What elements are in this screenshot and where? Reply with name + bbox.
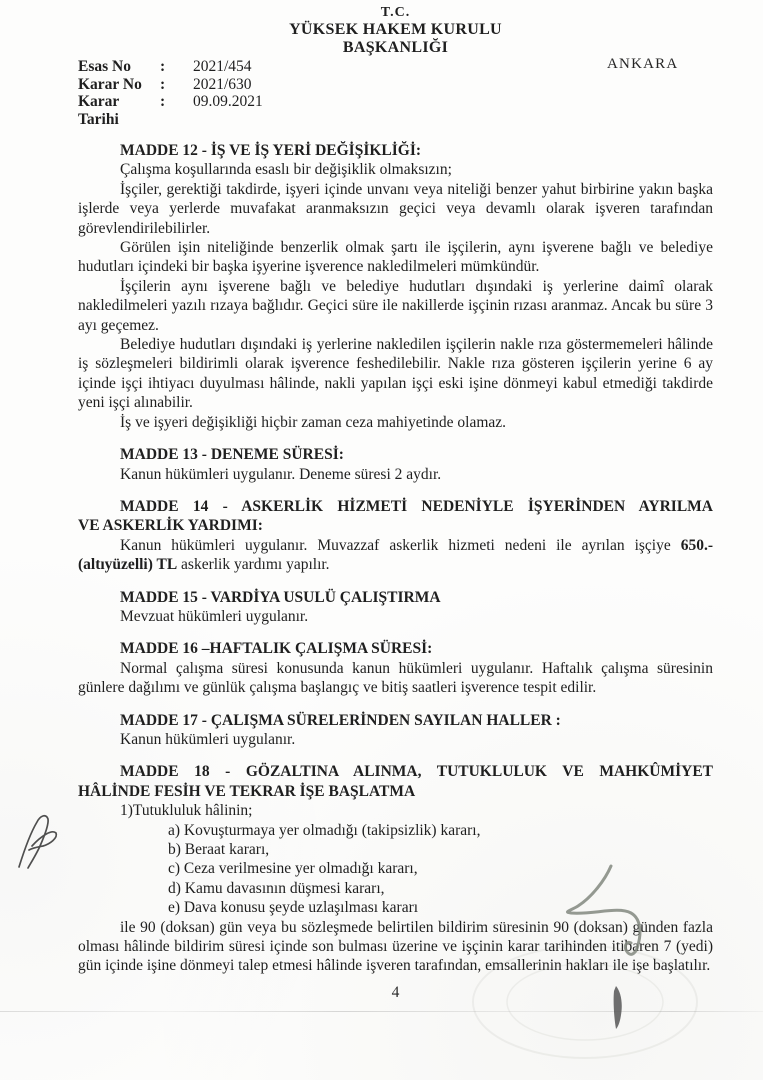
article-title-line: MADDE 18 - GÖZALTINA ALINMA, TUTUKLULUK VE MAHKÛMİYET <box>120 763 713 781</box>
article-paragraph: Normal çalışma süresi konusunda kanun hükümleri uygulanır. Haftalık çalışma süresinin günlere dağılımı ve günlük çalışma başlangıç ve bitiş saatleri işverence tespit edilir. <box>78 659 713 697</box>
article-title <box>78 497 713 536</box>
article-paragraph: İşçiler, gerektiği takdirde, işyeri içinde unvanı veya niteliği benzer yahut birbirine yakın başka işlerde veya yerlerde muvafakat aranmaksızın geçici veya devamlı olarak işveren tarafından görevlendirilebilirler. <box>78 180 713 237</box>
city-label: ANKARA <box>607 56 679 72</box>
article-paragraph <box>78 536 713 575</box>
letterhead-country: T.C. <box>380 5 411 20</box>
list-item: e) Dava konusu şeyde uzlaşılması kararı <box>168 899 419 917</box>
meta-label: Karar Tarihi <box>78 93 120 128</box>
article-paragraph: Kanun hükümleri uygulanır. <box>120 730 296 748</box>
article-title-line: MADDE 17 - ÇALIŞMA SÜRELERİNDEN SAYILAN HALLER : <box>120 711 561 729</box>
letterhead-institution-line2: BAŞKANLIĞI <box>342 39 449 56</box>
article-madde-13 <box>78 445 713 484</box>
article-title-line: MADDE 16 –HAFTALIK ÇALIŞMA SÜRESİ: <box>120 640 433 658</box>
article-madde-17 <box>78 711 713 750</box>
article-title <box>78 762 713 801</box>
article-paragraph: Mevzuat hükümleri uygulanır. <box>120 607 309 625</box>
article-title-line: VE ASKERLİK YARDIMI: <box>78 517 263 535</box>
article-madde-12 <box>78 141 713 432</box>
letterhead <box>78 4 713 57</box>
article-title-line: MADDE 12 - İŞ VE İŞ YERİ DEĞİŞİKLİĞİ: <box>120 142 422 159</box>
text-segment: askerlik yardımı yapılır. <box>177 556 330 574</box>
bold-amount-segment: 650.- (altıyüzelli) TL <box>78 536 713 574</box>
meta-row-karar-tarihi <box>78 93 713 128</box>
article-paragraph: Kanun hükümleri uygulanır. Deneme süresi 2 aydır. <box>120 465 442 483</box>
page-number: 4 <box>391 984 400 1001</box>
meta-separator: : <box>160 75 166 93</box>
list-item: d) Kamu davasının düşmesi kararı, <box>168 879 385 897</box>
article-madde-14 <box>78 497 713 575</box>
article-paragraph: İşçilerin aynı işverene bağlı ve belediye hudutları dışındaki iş yerlerine daimî olarak nakledilmeleri yazılı rızaya bağlıdır. Geçici süre ile nakillerde işçinin rızası aranmaz. Ancak bu süre 3 ayı geçemez. <box>78 277 713 334</box>
article-paragraph: İş ve işyeri değişikliği hiçbir zaman ceza mahiyetinde olamaz. <box>120 413 507 431</box>
article-intro-line: 1)Tutukluluk hâlinin; <box>120 802 253 820</box>
article-title <box>78 588 713 607</box>
text-segment: Kanun hükümleri uygulanır. Muvazzaf askerlik hizmeti nedeni ile ayrılan işçiye <box>120 536 681 554</box>
article-title <box>78 445 713 464</box>
meta-separator: : <box>160 93 166 110</box>
article-title <box>78 711 713 730</box>
article-title <box>78 141 713 160</box>
list-item: b) Beraat kararı, <box>168 841 270 858</box>
meta-label: Esas No <box>78 58 131 75</box>
meta-value: 2021/454 <box>193 58 252 75</box>
meta-value: 09.09.2021 <box>193 93 263 110</box>
list-item: c) Ceza verilmesine yer olmadığı kararı, <box>168 860 418 878</box>
article-title-line: MADDE 14 - ASKERLİK HİZMETİ NEDENİYLE İŞYERİNDEN AYRILMA <box>120 497 713 515</box>
article-title-line: MADDE 13 - DENEME SÜRESİ: <box>120 446 344 464</box>
handwritten-paraph-mark <box>19 816 56 868</box>
scan-artifact-line <box>0 1011 763 1012</box>
meta-label: Karar No <box>78 75 142 93</box>
meta-row-karar-no <box>78 76 713 94</box>
decision-list <box>78 821 713 918</box>
meta-value: 2021/630 <box>193 75 252 93</box>
article-paragraph: Belediye hudutları dışındaki iş yerlerine nakledilen işçilerin nakle rıza göstermemeleri hâlinde iş sözleşmeleri bildirimli olarak işverence feshedilebilir. Nakle rıza gösteren işçilerin yerine 6 ay içinde işçi ihtiyacı duyulması hâlinde, nakli yapılan işçi eski işine dönmeyi kabul etmediği takdirde yeni işçi alınabilir. <box>78 336 713 412</box>
article-madde-15 <box>78 588 713 627</box>
article-paragraph: Çalışma koşullarında esaslı bir değişiklik olmaksızın; <box>120 161 452 179</box>
article-madde-16 <box>78 639 713 697</box>
article-title-line: HÂLİNDE FESİH VE TEKRAR İŞE BAŞLATMA <box>78 782 416 800</box>
article-title-line: MADDE 15 - VARDİYA USULÜ ÇALIŞTIRMA <box>120 588 441 606</box>
article-madde-18 <box>78 762 713 975</box>
article-title <box>78 639 713 658</box>
article-paragraph: Görülen işin niteliğinde benzerlik olmak şartı ile işçilerin, aynı işverene bağlı ve belediye hudutları içindeki bir başka işyerine işverence nakledilmeleri mümkündür. <box>78 239 713 276</box>
meta-separator: : <box>160 58 166 75</box>
list-item: a) Kovuşturmaya yer olmadığı (takipsizlik) kararı, <box>168 821 481 839</box>
document-content <box>78 4 713 976</box>
letterhead-institution-line1: YÜKSEK HAKEM KURULU <box>289 21 502 38</box>
article-closing-paragraph: ile 90 (doksan) gün veya bu sözleşmede belirtilen bildirim süresinin 90 (doksan) günden fazla olması hâlinde bildirim süresi içinde son bulması üzerine ve işçinin karar tarihinden itibaren 7 (yedi) gün içinde işine dönmeyi talep etmesi hâlinde işveren tarafından, emsallerinin hakları ile işe başlatılır. <box>78 918 713 975</box>
